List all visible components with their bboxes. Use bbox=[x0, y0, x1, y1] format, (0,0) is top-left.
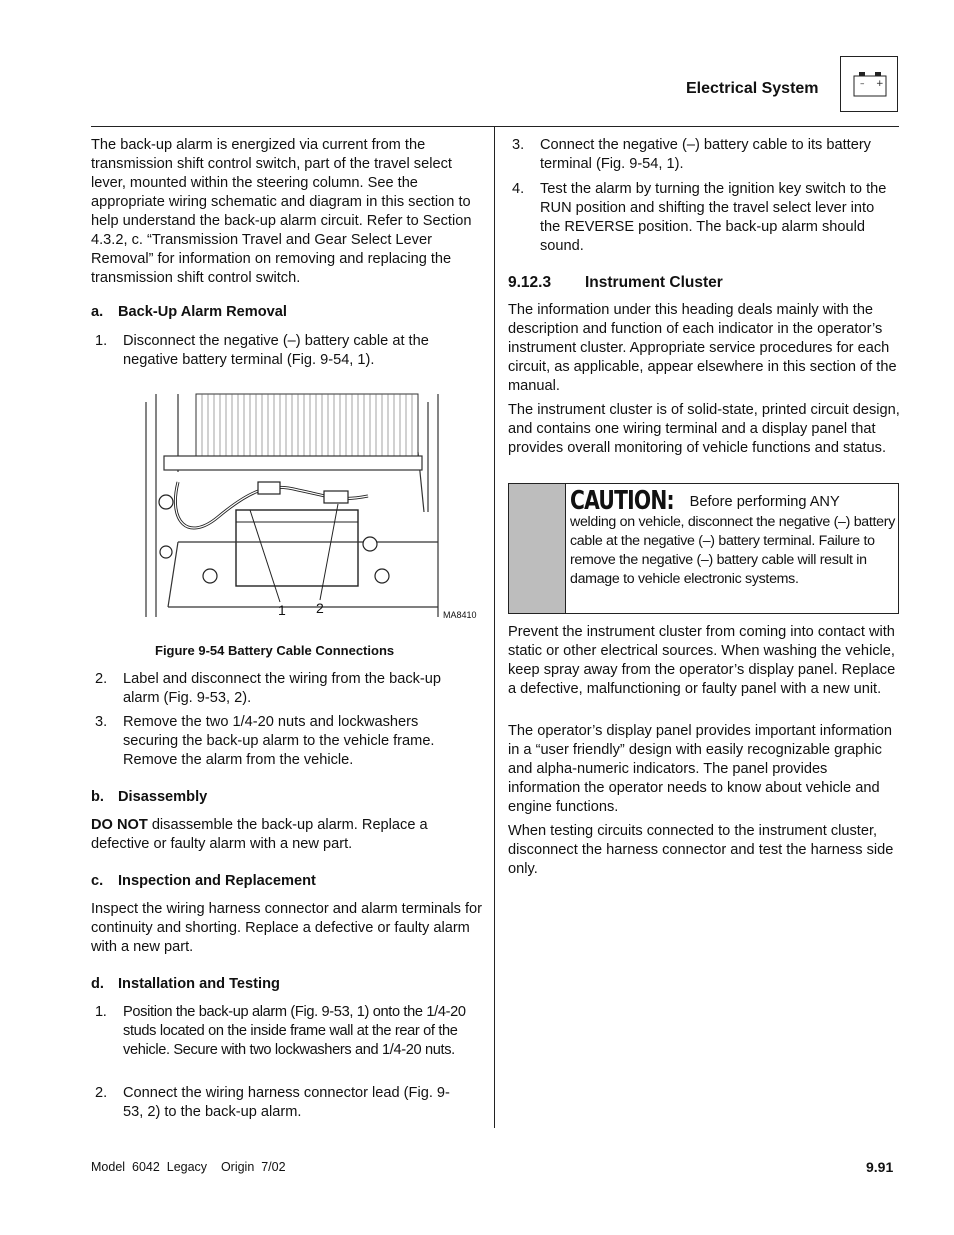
heading-disassembly: b. Disassembly bbox=[91, 789, 208, 805]
inspection-paragraph: Inspect the wiring harness connector and alarm terminals for continuity and shorting. Replace a defective or faulty alarm with a new part. bbox=[91, 901, 482, 955]
instrument-paragraph-3: Prevent the instrument cluster from coming into contact with static or other electrical sources. When washing the vehicle, keep spray away from the operator’s display panel. Replace a defective, malfunctioning or faulty panel with a new unit. bbox=[508, 624, 896, 697]
instrument-paragraph-4: The operator’s display panel provides important information in a “user friendly” design with easily recognizable graphic and alpha-numeric indicators. The panel provides information the operator needs to know about vehicle and engine functions. bbox=[508, 723, 892, 815]
caution-box bbox=[508, 483, 899, 614]
svg-text:–: – bbox=[860, 79, 865, 89]
page-number: 9.91 bbox=[866, 1159, 894, 1175]
intro-paragraph: The back-up alarm is energized via current from the transmission shift control switch, part of the travel select lever, mounted within the steering column. See the appropriate wiring schematic and diagram in this section to help understand the back-up alarm circuit. Refer to Section 4.3.2, c. “Transmission Travel and Gear Select Lever Removal” for information on removing and replacing the transmission shift control switch. bbox=[91, 137, 472, 286]
removal-step-2: 2. Label and disconnect the wiring from the back-up alarm (Fig. 9-53, 2). bbox=[95, 671, 442, 706]
figure-caption: Figure 9-54 Battery Cable Connections bbox=[155, 643, 395, 658]
svg-text:+: + bbox=[876, 79, 884, 89]
header-rule bbox=[91, 126, 899, 127]
disassembly-paragraph: DO NOT disassemble the back-up alarm. Replace a defective or faulty alarm with a new part. bbox=[91, 817, 428, 852]
heading-instrument-cluster: 9.12.3 Instrument Cluster bbox=[508, 274, 723, 291]
heading-back-up-alarm-removal: a. Back-Up Alarm Removal bbox=[91, 304, 287, 320]
caution-text-lead: Before performing ANY bbox=[689, 494, 840, 510]
battery-icon bbox=[840, 56, 898, 112]
footer-model-info: Model 6042 Legacy Origin 7/02 bbox=[91, 1160, 286, 1174]
instrument-paragraph-1: The information under this heading deals mainly with the description and function of each indicator in the operator’s instrument cluster. Appropriate service procedures for each circuit, as applicable, appear elsewhere in this section of the manual. bbox=[508, 302, 897, 394]
removal-step-3: 3. Remove the two 1/4-20 nuts and lockwashers securing the back-up alarm to the vehicle frame. Remove the alarm from the vehicle. bbox=[95, 714, 435, 768]
instrument-paragraph-2: The instrument cluster is of solid-state, printed circuit design, and contains one wiring terminal and a display panel that provides overall monitoring of vehicle functions and status. bbox=[508, 402, 900, 456]
caution-text: welding on vehicle, disconnect the negative (–) battery cable at the negative (–) battery terminal. Failure to remove the negative (–) battery cable will result in damage to vehicle electronic systems. bbox=[570, 514, 895, 587]
removal-step-1: 1. Disconnect the negative (–) battery cable at the negative battery terminal (Fig. 9-54, 1). bbox=[95, 333, 429, 368]
battery-cable-figure bbox=[138, 392, 483, 624]
heading-inspection-replacement: c. Inspection and Replacement bbox=[91, 873, 316, 889]
figure-code: MA8410 bbox=[443, 610, 477, 620]
caution-label: CAUTION: bbox=[570, 486, 674, 516]
instrument-paragraph-5: When testing circuits connected to the instrument cluster, disconnect the harness connector and test the harness side only. bbox=[508, 823, 894, 877]
figure-callout-1: 1 bbox=[278, 602, 286, 618]
heading-installation-testing: d. Installation and Testing bbox=[91, 976, 280, 992]
column-divider bbox=[494, 126, 495, 1128]
installation-step-4: 4. Test the alarm by turning the ignition key switch to the RUN position and shifting the travel select lever into the REVERSE position. The back-up alarm should sound. bbox=[512, 181, 887, 254]
figure-callout-2: 2 bbox=[316, 600, 324, 616]
caution-bar bbox=[509, 484, 566, 613]
installation-step-1: 1. Position the back-up alarm (Fig. 9-53, 1) onto the 1/4-20 studs located on the inside frame wall at the rear of the vehicle. Secure with two lockwashers and 1/4-20 nuts. bbox=[95, 1004, 466, 1058]
installation-step-2: 2. Connect the wiring harness connector lead (Fig. 9-53, 2) to the back-up alarm. bbox=[95, 1085, 450, 1120]
installation-step-3: 3. Connect the negative (–) battery cable to its battery terminal (Fig. 9-54, 1). bbox=[512, 137, 871, 172]
section-title: Electrical System bbox=[686, 80, 819, 97]
